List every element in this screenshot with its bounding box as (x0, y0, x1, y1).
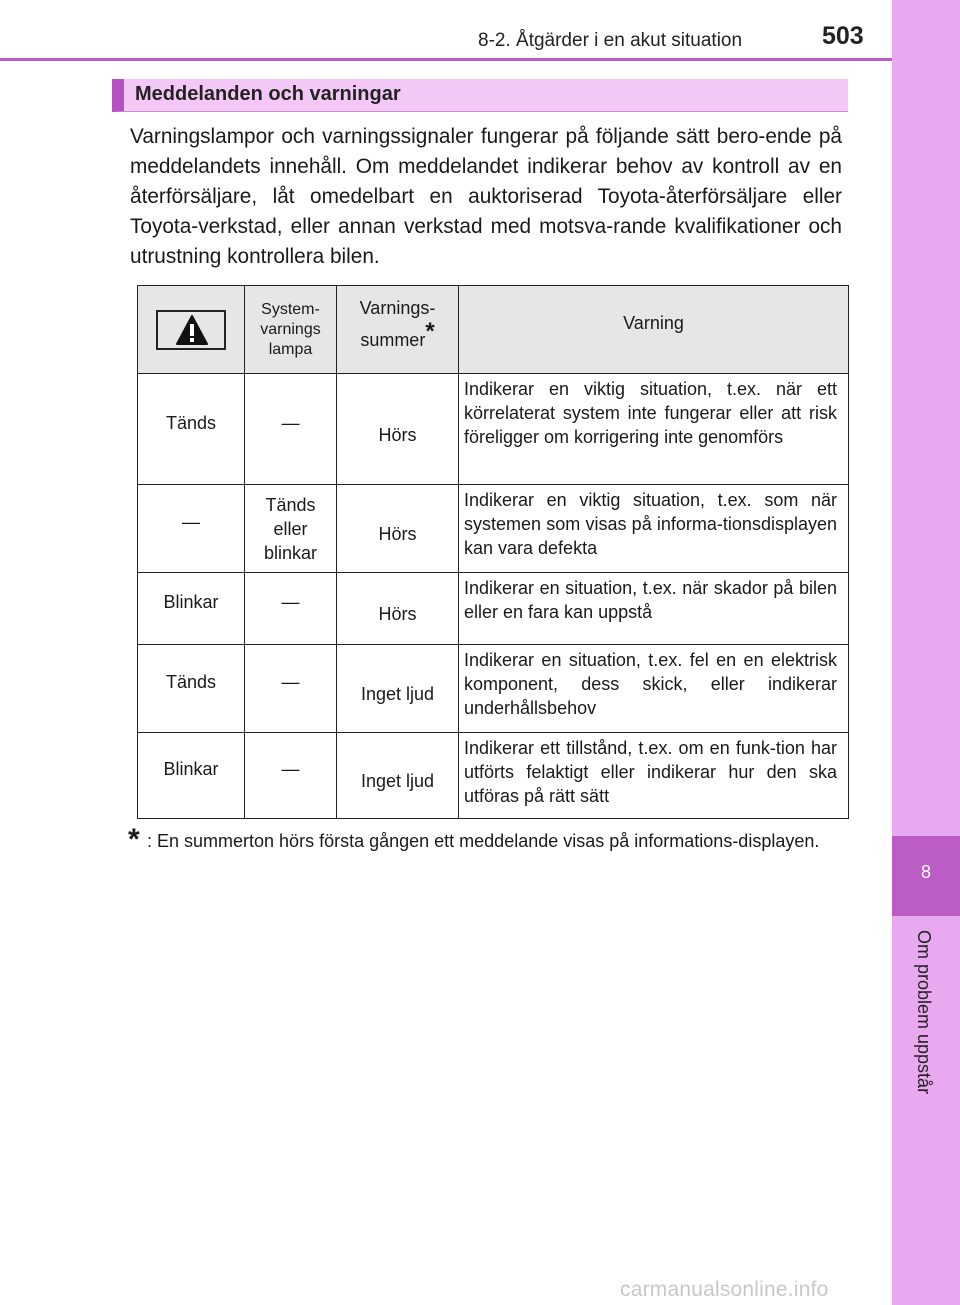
header-buzzer (337, 286, 459, 374)
cell-buzzer: Inget ljud (337, 733, 459, 819)
cell-lamp-state: — (245, 573, 337, 645)
warning-table (137, 285, 849, 819)
header-buzzer-line: summer (360, 329, 426, 350)
cell-warning-text: Indikerar ett tillstånd, t.ex. om en funk-tion har utförts felaktigt eller indikerar hur den ska utföras på rätt sätt (459, 733, 849, 819)
header-system-lamp (245, 286, 337, 374)
header-rule (0, 58, 892, 61)
cell-buzzer: Hörs (337, 374, 459, 485)
cell-warning-text: Indikerar en situation, t.ex. när skador på bilen eller en fara kan uppstå (459, 573, 849, 645)
cell-icon-state: — (138, 485, 245, 573)
chapter-title: 8-2. Åtgärder i en akut situation (478, 30, 743, 51)
cell-warning-text: Indikerar en situation, t.ex. fel en en elektrisk komponent, dess skick, eller indikerar underhållsbehov (459, 645, 849, 733)
header-lamp-line: System- (261, 300, 320, 318)
header-icon-cell (138, 286, 245, 374)
section-title: Meddelanden och varningar (135, 83, 401, 105)
cell-lamp-state: Tänds eller blinkar (245, 485, 337, 573)
cell-icon-state: Blinkar (138, 733, 245, 819)
table-row (138, 645, 849, 733)
cell-warning-text: Indikerar en viktig situation, t.ex. när ett körrelaterat system inte fungerar eller att risk föreligger om korrigering inte genomförs (459, 374, 849, 485)
cell-icon-state: Blinkar (138, 573, 245, 645)
warning-triangle-icon (156, 310, 226, 350)
footnote (128, 823, 842, 856)
footnote-marker: * (425, 317, 435, 345)
table-header-row (138, 286, 849, 374)
header-buzzer-line: Varnings- (359, 297, 436, 318)
table-row (138, 485, 849, 573)
chapter-side-tab (892, 0, 960, 1305)
table-row (138, 733, 849, 819)
footnote-star: * (128, 823, 140, 856)
footnote-text: : En summerton hörs första gången ett meddelande visas på informations-displayen. (147, 831, 820, 851)
table-row (138, 573, 849, 645)
chapter-label: Om problem uppstår (914, 930, 934, 1095)
chapter-number: 8 (892, 836, 960, 916)
header-lamp-line: varnings (260, 320, 321, 338)
cell-buzzer: Inget ljud (337, 645, 459, 733)
watermark: carmanualsonline.info (620, 1278, 829, 1301)
cell-warning-text: Indikerar en viktig situation, t.ex. som när systemen som visas på informa-tionsdisplayen kan vara defekta (459, 485, 849, 573)
intro-paragraph: Varningslampor och varningssignaler fungerar på följande sätt bero-ende på meddelandets innehåll. Om meddelandet indikerar behov av kontroll av en återförsäljare, låt omedelbart en auktoriserad Toyota-återförsäljare eller Toyota-verkstad, eller annan verkstad med motsva-rande kvalifikationer och utrustning kontrollera bilen. (130, 125, 842, 268)
header-lamp-line: lampa (268, 340, 313, 358)
table-row (138, 374, 849, 485)
page-number: 503 (822, 22, 864, 50)
header-warning: Varning (459, 286, 849, 374)
cell-lamp-state: — (245, 374, 337, 485)
cell-icon-state: Tänds (138, 645, 245, 733)
cell-lamp-state: — (245, 645, 337, 733)
section-heading (112, 79, 848, 112)
cell-buzzer: Hörs (337, 485, 459, 573)
cell-icon-state: Tänds (138, 374, 245, 485)
cell-lamp-state: — (245, 733, 337, 819)
cell-buzzer: Hörs (337, 573, 459, 645)
